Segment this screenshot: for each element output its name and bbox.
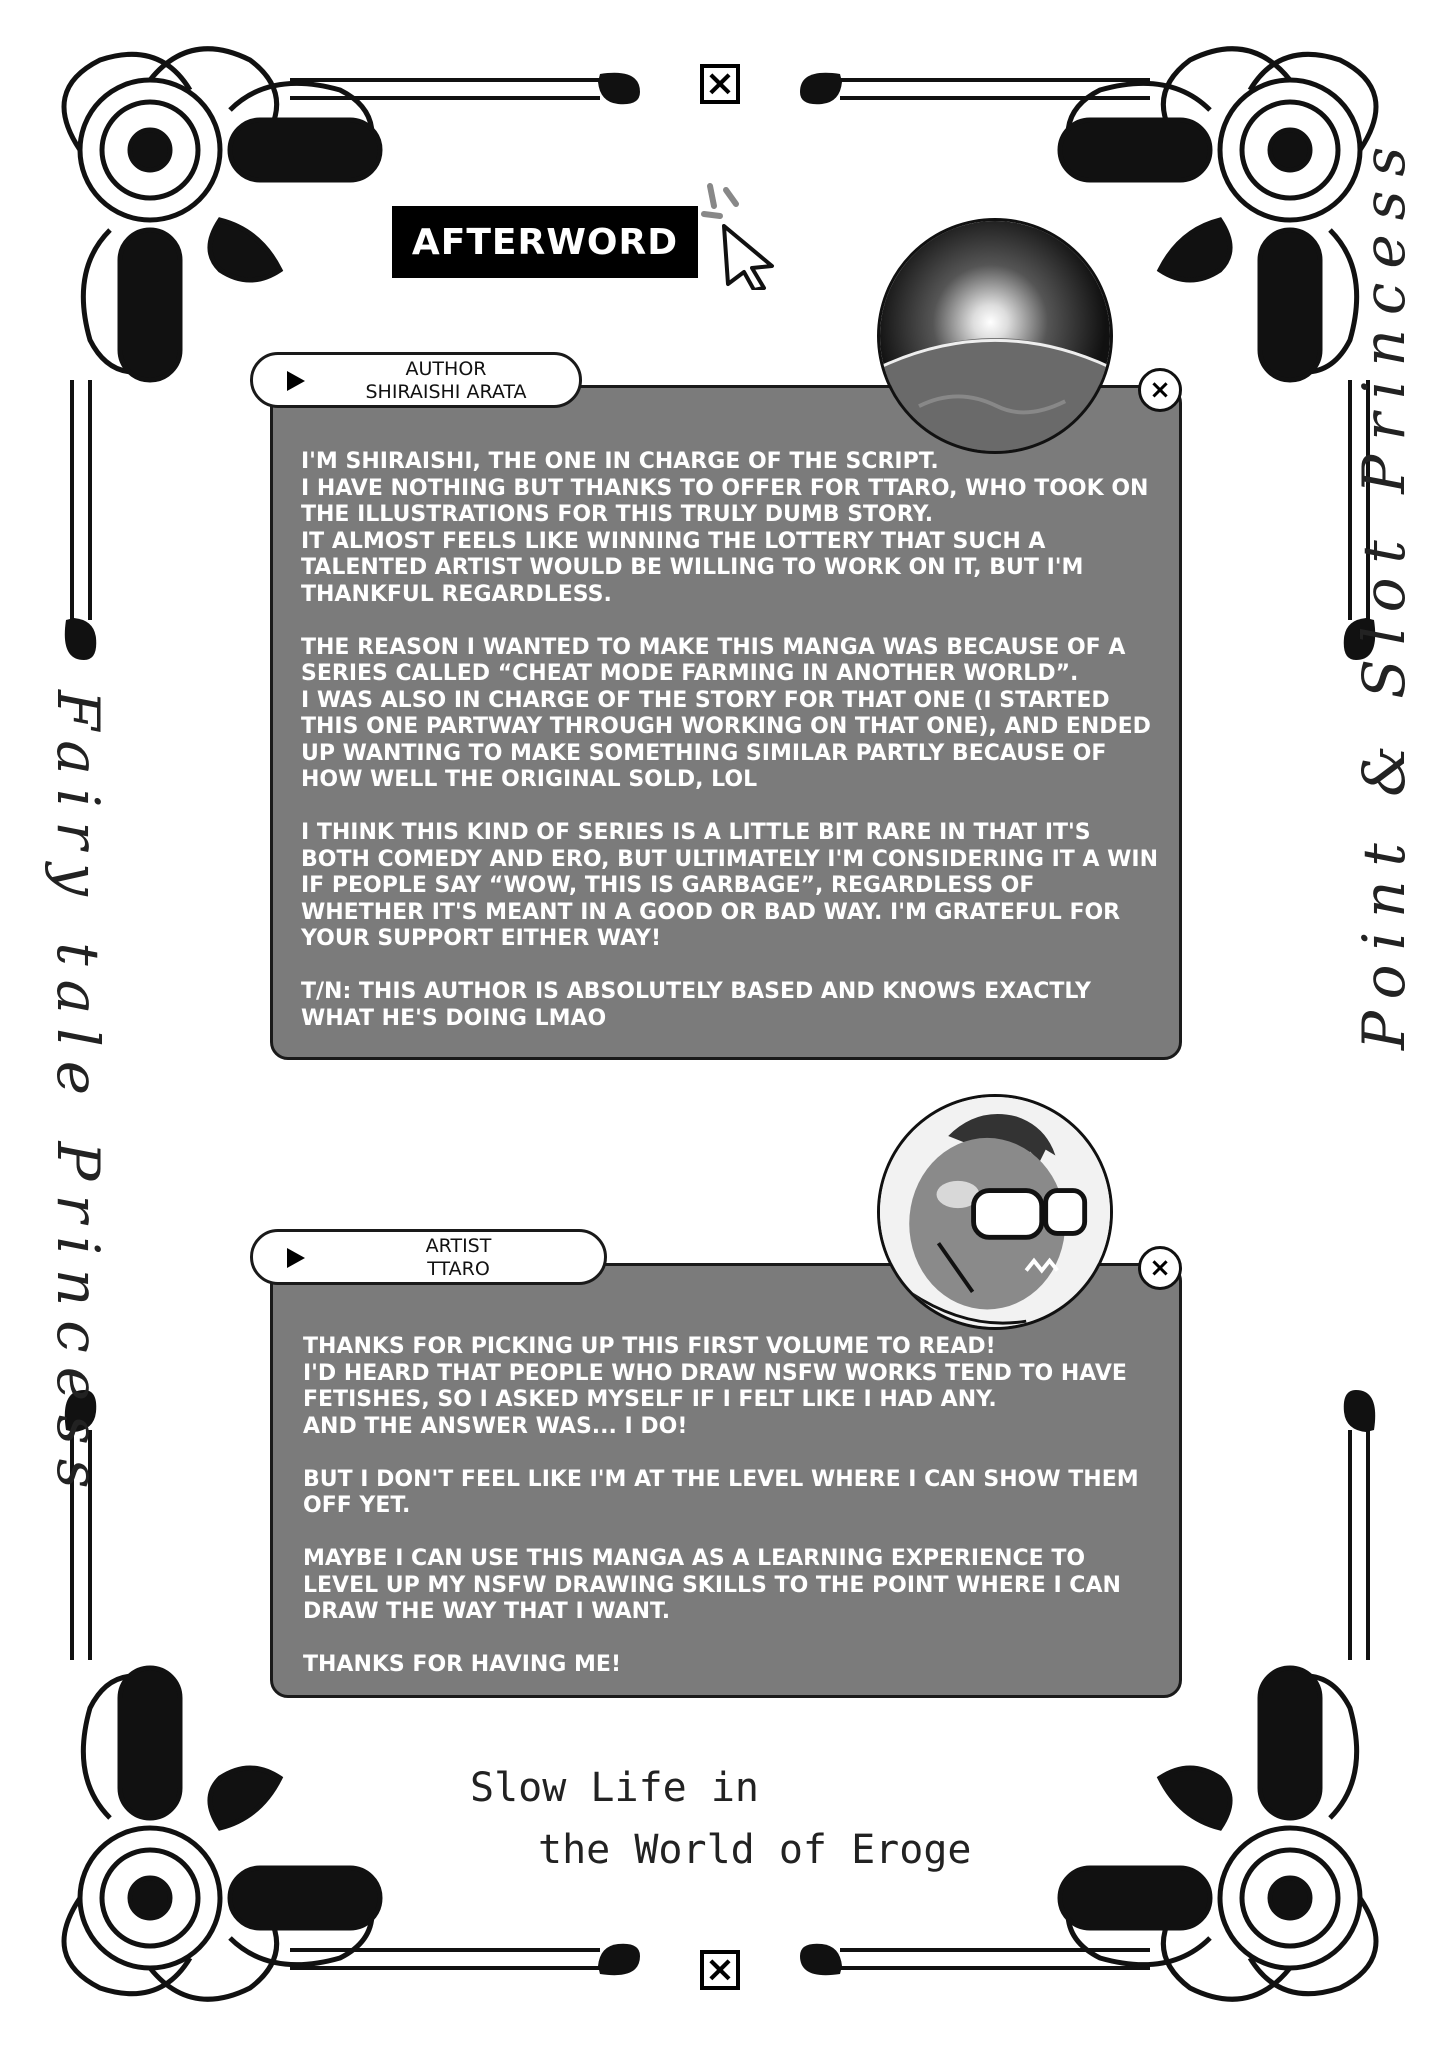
author-paragraph: I'M SHIRAISHI, THE ONE IN CHARGE OF THE SCRIPT. I HAVE NOTHING BUT THANKS TO OFFER FOR TTARO, WHO TOOK ON THE ILLUSTRATIONS FOR THIS TRULY DUMB STORY. IT ALMOST FEELS LIKE WINNING THE LOTTERY THAT SUCH A TALENTED ARTIST WOULD BE WILLING TO WORK ON IT, BUT I'M THANKFUL REGARDLESS. (301, 449, 1149, 607)
author-paragraph: I THINK THIS KIND OF SERIES IS A LITTLE BIT RARE IN THAT IT'S BOTH COMEDY AND ERO, BUT ULTIMATELY I'M CONSIDERING IT A WIN IF PEOPLE SAY “WOW, THIS IS GARBAGE”, REGARDLESS OF WHETHER IT'S MEANT IN A GOOD OR BAD WAY. I'M GRATEFUL FOR YOUR SUPPORT EITHER WAY! (301, 820, 1159, 951)
bottom-close-icon[interactable]: × (700, 1950, 740, 1990)
artist-avatar (877, 1094, 1113, 1330)
artist-label (250, 1229, 607, 1285)
author-close-icon[interactable]: × (1138, 368, 1182, 412)
author-paragraph: THE REASON I WANTED TO MAKE THIS MANGA WAS BECAUSE OF A SERIES CALLED “CHEAT MODE FARMING IN ANOTHER WORLD”. I WAS ALSO IN CHARGE OF THE STORY FOR THAT ONE (I STARTED THIS ONE PARTWAY THROUGH WORKING ON THAT ONE), AND ENDED UP WANTING TO MAKE SOMETHING SIMILAR PARTLY BECAUSE OF HOW WELL THE ORIGINAL SOLD, LOL (301, 634, 1151, 792)
artist-name: TTARO (427, 1258, 490, 1280)
afterword-heading: AFTERWORD (392, 206, 698, 278)
side-lettering-right: Point & Slot Princess (1350, 132, 1418, 1050)
artist-paragraph: THANKS FOR PICKING UP THIS FIRST VOLUME TO READ! I'D HEARD THAT PEOPLE WHO DRAW NSFW WORKS TEND TO HAVE FETISHES, SO I ASKED MYSELF IF I FELT LIKE I HAD ANY. AND THE ANSWER WAS... I DO! (303, 1334, 1127, 1439)
artist-message-panel (270, 1263, 1182, 1698)
book-title-line-1: Slow Life in (470, 1765, 759, 1811)
author-avatar (877, 218, 1113, 454)
author-paragraph: T/N: THIS AUTHOR IS ABSOLUTELY BASED AND KNOWS EXACTLY WHAT HE'S DOING LMAO (301, 979, 1091, 1031)
author-message-panel (270, 385, 1182, 1060)
author-role: AUTHOR (405, 358, 487, 380)
play-icon (287, 1248, 305, 1268)
book-title-line-2: the World of Eroge (538, 1827, 972, 1873)
artist-paragraph: MAYBE I CAN USE THIS MANGA AS A LEARNING EXPERIENCE TO LEVEL UP MY NSFW DRAWING SKILLS TO THE POINT WHERE I CAN DRAW THE WAY THAT I WANT. (303, 1546, 1121, 1624)
top-close-icon[interactable]: × (700, 64, 740, 104)
artist-role: ARTIST (425, 1235, 492, 1257)
author-name: SHIRAISHI ARATA (365, 381, 527, 403)
play-icon (287, 371, 305, 391)
side-lettering-left: Fairy tale Princess (44, 690, 112, 1503)
pointer-cursor-icon (700, 180, 790, 290)
artist-paragraph: BUT I DON'T FEEL LIKE I'M AT THE LEVEL WHERE I CAN SHOW THEM OFF YET. (303, 1466, 1139, 1518)
author-label (250, 352, 582, 408)
artist-close-icon[interactable]: × (1138, 1246, 1182, 1290)
artist-paragraph: THANKS FOR HAVING ME! (303, 1652, 621, 1677)
